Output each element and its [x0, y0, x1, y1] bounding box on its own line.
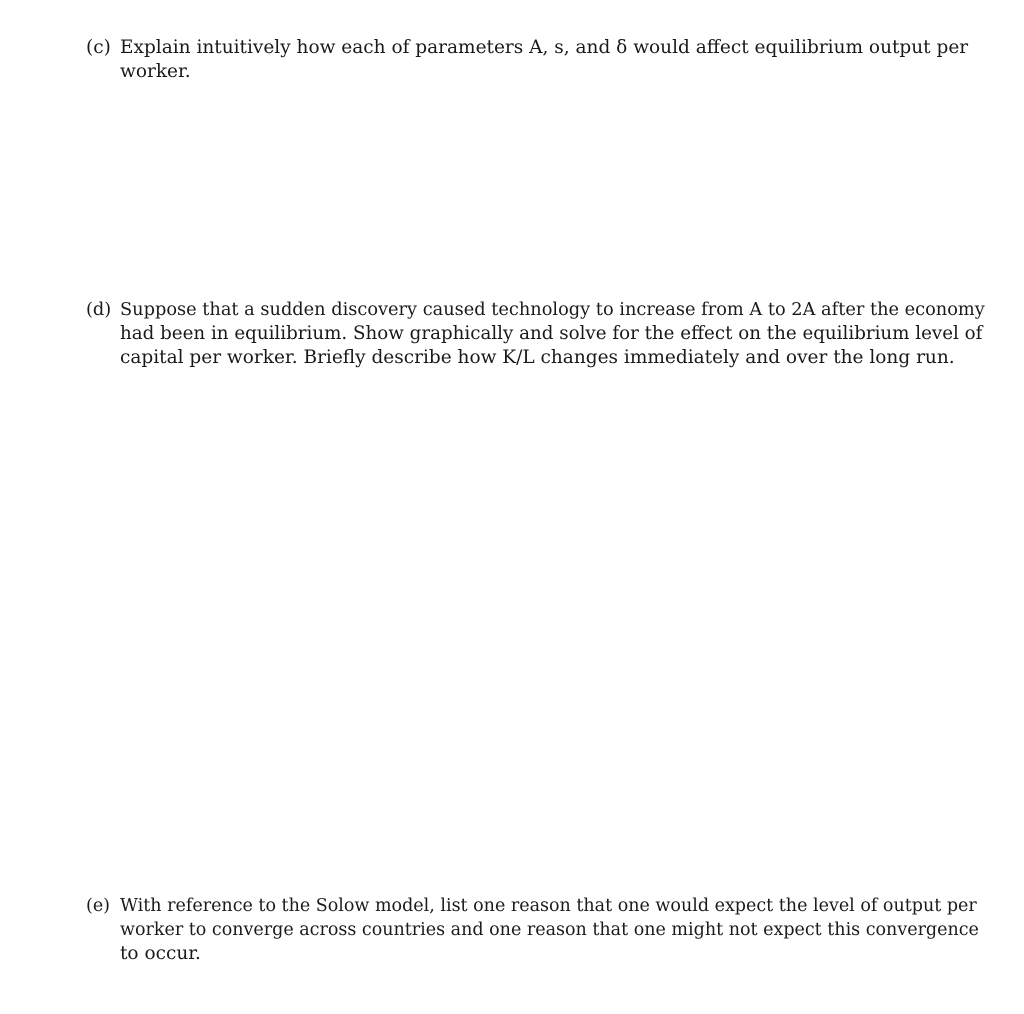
question-e-label: (e): [86, 896, 111, 916]
question-e: [86, 894, 986, 966]
question-d-line-2: had been in equilibrium. Show graphically and solve for the effect on the equilibrium level of: [120, 323, 983, 344]
question-d: [86, 298, 986, 370]
question-d-line-3: capital per worker. Briefly describe how K/L changes immediately and over the long run.: [120, 347, 955, 368]
question-c: [86, 36, 986, 84]
question-c-line-1: [86, 36, 986, 60]
question-c-label: (c): [86, 37, 111, 58]
question-c-text-1: Explain intuitively how each of parameters A, s, and δ would affect equilibrium output per: [120, 37, 969, 58]
question-d-line-1: [86, 298, 986, 322]
question-e-line-2: worker to converge across countries and one reason that one might not expect this convergence: [120, 920, 979, 940]
question-d-text-1: Suppose that a sudden discovery caused technology to increase from A to 2A after the economy: [120, 300, 985, 320]
question-d-label: (d): [86, 300, 112, 320]
question-e-line-3: to occur.: [120, 943, 201, 964]
question-e-line-1: [86, 894, 986, 918]
question-c-line-2: worker.: [120, 61, 191, 82]
question-e-text-1: With reference to the Solow model, list one reason that one would expect the level of output per: [120, 896, 977, 916]
